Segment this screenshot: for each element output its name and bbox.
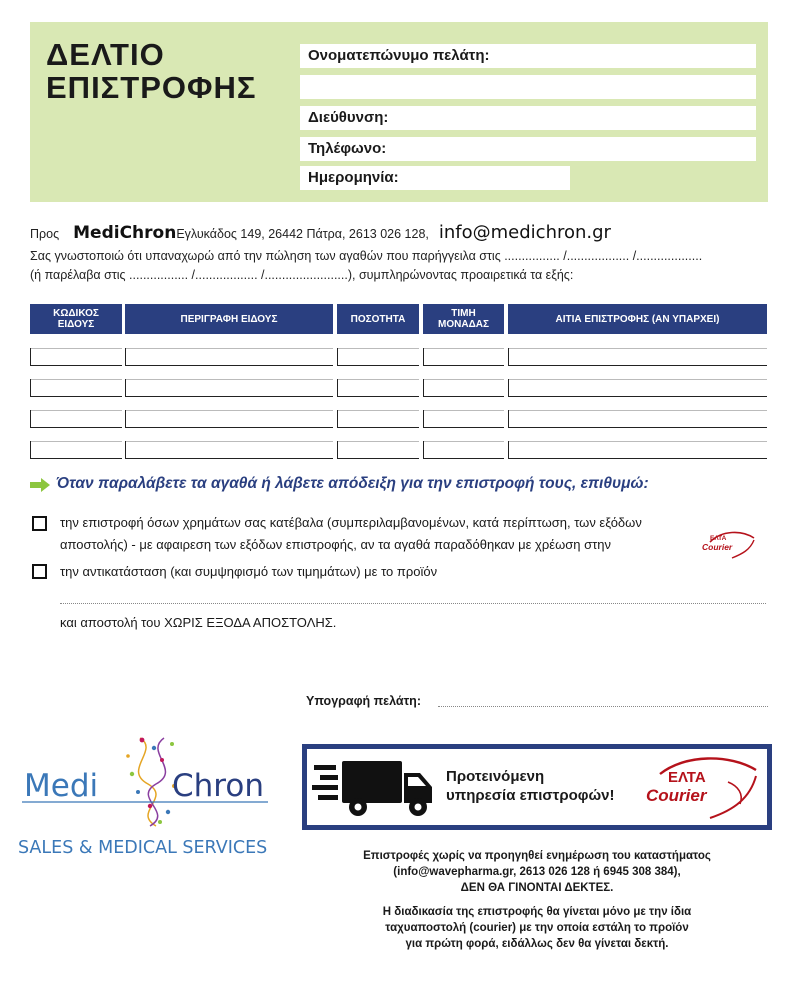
table-cell[interactable] [337,379,419,397]
logo-text-medi: Medi [24,768,99,804]
notice-line-6: για πρώτη φορά, ειδάλλως δεν θα γίνεται δεκτή. [405,938,669,950]
table-cell[interactable] [30,348,122,366]
wish-heading: Όταν παραλάβετε τα αγαθά ή λάβετε απόδειξη για την επιστροφή τους, επιθυμώ: [56,475,649,492]
signature-label: Υπογραφή πελάτη: [306,694,421,708]
elta-brand-bottom: Courier [646,786,707,805]
notice-line-4: Η διαδικασία της επιστροφής θα γίνεται μόνο με την ίδια [382,906,692,918]
product-dotted-line[interactable] [60,603,766,604]
replace-checkbox[interactable] [32,564,47,579]
refund-option-line-1: την επιστροφή όσων χρημάτων σας κατέβαλα (συμπεριλαμβανομένων, κατά περίπτωση, των εξόδων [60,515,642,530]
col-header-price-l1: ΤΙΜΗ [451,308,476,319]
table-cell[interactable] [423,410,504,428]
table-cell[interactable] [30,379,122,397]
table-cell[interactable] [125,410,333,428]
recipient-line [30,222,611,243]
return-notice [302,848,772,952]
notice-line-5: ταχυαποστολή (courier) με την οποία εστάλη το προϊόν [385,922,689,934]
table-cell[interactable] [125,441,333,459]
col-header-quantity [337,304,419,334]
col-header-description-l1: ΠΕΡΙΓΡΑΦΗ ΕΙΔΟΥΣ [180,313,278,325]
signature-line[interactable] [438,706,768,707]
table-cell[interactable] [423,379,504,397]
logo-tagline: SALES & MEDICAL SERVICES [18,838,268,858]
customer-name-field[interactable] [300,44,756,68]
refund-option-line-2: αποστολής) - με αφαιρεση των εξόδων επιστροφής, αν τα αγαθά παραδόθηκαν με χρέωση στην [60,537,611,552]
elta-small-brand-top: ΕΛΤΑ [710,535,727,542]
table-cell[interactable] [125,379,333,397]
arrow-right-icon [30,478,50,492]
notice-line-3: ΔΕΝ ΘΑ ΓΙΝΟΝΤΑΙ ΔΕΚΤΕΣ. [460,882,614,894]
recipient-address: Εγλυκάδος 149, 26442 Πάτρα, 2613 026 128, [176,227,429,241]
notice-line-1: Επιστροφές χωρίς να προηγηθεί ενημέρωση του καταστήματος [363,850,711,862]
col-header-reason-l1: ΑΙΤΙΑ ΕΠΙΣΤΡΟΦΗΣ (ΑΝ ΥΠΑΡΧΕΙ) [555,313,720,325]
logo-text-chron: Chron [172,768,264,804]
col-header-return-reason [508,304,767,334]
table-cell[interactable] [337,410,419,428]
col-header-code-l2: ΕΙΔΟΥΣ [57,319,95,330]
elta-small-brand-bottom: Courier [702,542,733,552]
address-label: Διεύθυνση: [308,109,389,126]
table-cell[interactable] [508,441,767,459]
address-field[interactable] [300,106,756,130]
table-cell[interactable] [508,348,767,366]
col-header-price-l2: ΜΟΝΑΔΑΣ [438,319,489,330]
intro-line-2: (ή παρέλαβα στις ................. /.................. /........................), συμπληρώνοντας προαιρετικά τα εξής: [30,268,574,282]
table-cell[interactable] [423,348,504,366]
date-label: Ημερομηνία: [308,169,399,186]
table-cell[interactable] [508,379,767,397]
courier-recommendation-text [446,767,615,805]
col-header-code [30,304,122,334]
title-line-1: ΔΕΛΤΙΟ [46,37,165,72]
replace-option-line: την αντικατάσταση (και συμψηφισμό των τιμημάτων) με το προϊόν [60,564,438,579]
title-line-2: ΕΠΙΣΤΡΟΦΗΣ [46,70,257,105]
recipient-company: MediChron [73,223,177,243]
col-header-description [125,304,333,334]
notice-line-2: (info@wavepharma.gr, 2613 026 128 ή 6945 308 384), [393,866,681,878]
table-cell[interactable] [423,441,504,459]
date-field[interactable] [300,166,570,190]
courier-recommended-line-1: Προτεινόμενη [446,768,545,785]
phone-field[interactable] [300,137,756,161]
recipient-prefix: Προς [30,227,60,241]
courier-recommended-line-2: υπηρεσία επιστροφών! [446,787,615,804]
col-header-code-l1: ΚΩΔΙΚΟΣ [53,308,99,319]
table-cell[interactable] [508,410,767,428]
table-cell[interactable] [30,441,122,459]
table-cell[interactable] [337,441,419,459]
page-title [46,38,256,104]
delivery-truck-icon [312,755,438,819]
customer-name-field-line-2[interactable] [300,75,756,99]
free-shipping-text: και αποστολή του ΧΩΡΙΣ ΕΞΟΔΑ ΑΠΟΣΤΟΛΗΣ. [60,615,337,630]
customer-name-label: Ονοματεπώνυμο πελάτη: [308,47,490,64]
phone-label: Τηλέφωνο: [308,140,387,157]
refund-checkbox[interactable] [32,516,47,531]
col-header-quantity-l1: ΠΟΣΟΤΗΤΑ [350,313,406,325]
col-header-unit-price [423,304,504,334]
table-cell[interactable] [125,348,333,366]
table-cell[interactable] [337,348,419,366]
intro-line-1: Σας γνωστοποιώ ότι υπαναχωρώ από την πώληση των αγαθών που παρήγγειλα στις ................ /.................. /................... [30,249,703,263]
table-cell[interactable] [30,410,122,428]
elta-brand-top: ΕΛΤΑ [668,769,706,786]
recipient-email: info@medichron.gr [438,222,611,243]
